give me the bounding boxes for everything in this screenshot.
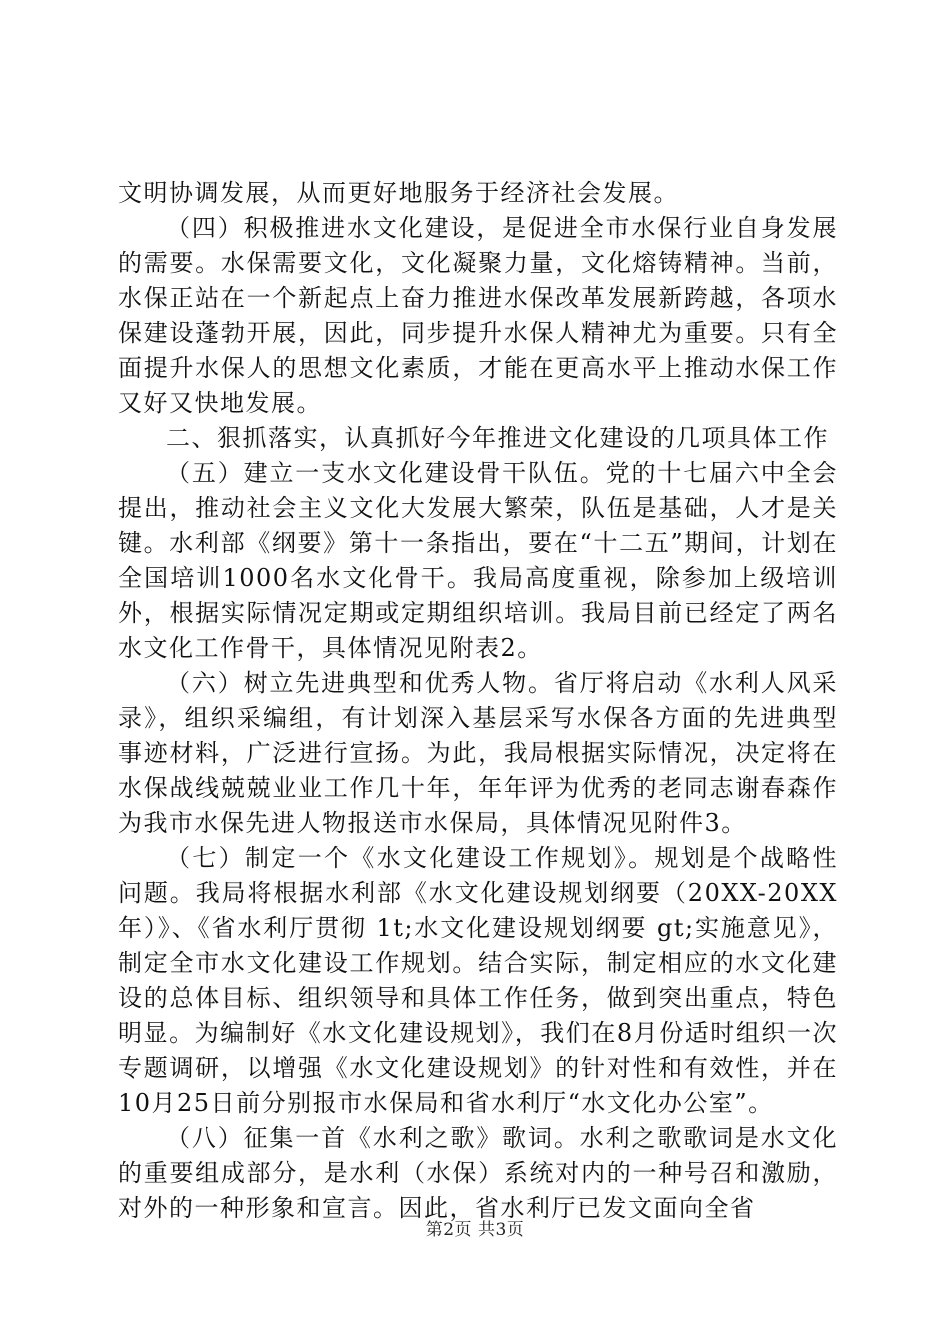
paragraph-section-6: （六）树立先进典型和优秀人物。省厅将启动《水利人风采录》，组织采编组，有计划深入基层采写水保各方面的先进典型事迹材料，广泛进行宣扬。为此，我局根据实际情况，决定将在水保战线兢兢业业工作几十年，年年评为优秀的老同志谢春森作为我市水保先进人物报送市水保局，具体情况见附件3。 <box>118 669 838 837</box>
paragraph-section-4: （四）积极推进水文化建设，是促进全市水保行业自身发展的需要。水保需要文化，文化凝聚力量，文化熔铸精神。当前，水保正站在一个新起点上奋力推进水保改革发展新跨越，各项水保建设蓬勃开展，因此，同步提升水保人精神尤为重要。只有全面提升水保人的思想文化素质，才能在更高水平上推动水保工作又好又快地发展。 <box>118 214 838 417</box>
section-heading-2: 二、狠抓落实，认真抓好今年推进文化建设的几项具体工作 <box>166 424 829 452</box>
page-footer <box>0 1215 950 1240</box>
document-body <box>118 176 838 1226</box>
paragraph-section-7: （七）制定一个《水文化建设工作规划》。规划是个战略性问题。我局将根据水利部《水文化建设规划纲要（20XX-20XX年）》、《省水利厅贯彻 1t;水文化建设规划纲要 gt;实施意见》，制定全市水文化建设工作规划。结合实际，制定相应的水文化建设的总体目标、组织领导和具体工作任务，做到突出重点，特色明显。为编制好《水文化建设规划》，我们在8月份适时组织一次专题调研，以增强《水文化建设规划》的针对性和有效性，并在10月25日前分别报市水保局和省水利厅“水文化办公室”。 <box>118 844 838 1117</box>
paragraph-section-5: （五）建立一支水文化建设骨干队伍。党的十七届六中全会提出，推动社会主义文化大发展大繁荣，队伍是基础，人才是关键。水利部《纲要》第十一条指出，要在“十二五”期间，计划在全国培训1000名水文化骨干。我局高度重视，除参加上级培训外，根据实际情况定期或定期组织培训。我局目前已经定了两名水文化工作骨干，具体情况见附表2。 <box>118 459 838 662</box>
paragraph-section-8: （八）征集一首《水利之歌》歌词。水利之歌歌词是水文化的重要组成部分，是水利（水保）系统对内的一种号召和激励，对外的一种形象和宣言。因此，省水利厅已发文面向全省 <box>118 1124 838 1222</box>
paragraph-continuation: 文明协调发展，从而更好地服务于经济社会发展。 <box>118 179 679 207</box>
page-number-label: 第2页 共3页 <box>425 1220 525 1240</box>
